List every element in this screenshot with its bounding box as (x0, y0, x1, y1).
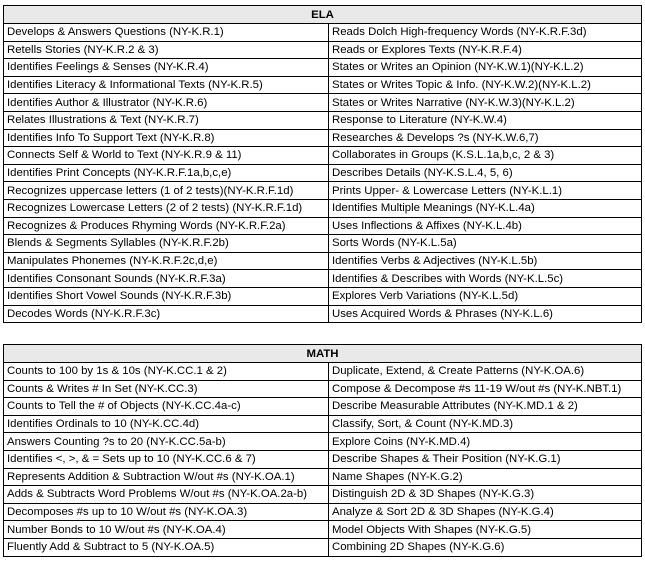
math-cell-left: Decomposes #s up to 10 W/out #s (NY-K.OA.3) (4, 503, 329, 521)
ela-table-row (4, 252, 642, 270)
ela-cell-left: Blends & Segments Syllables (NY-K.R.F.2b) (4, 235, 329, 253)
ela-cell-right: Identifies & Describes with Words (NY-K.L.5c) (329, 270, 642, 288)
ela-table-row (4, 147, 642, 165)
math-table-row (4, 486, 642, 504)
math-cell-right: Distinguish 2D & 3D Shapes (NY-K.G.3) (329, 486, 642, 504)
ela-cell-right: Prints Upper- & Lowercase Letters (NY-K.L.1) (329, 182, 642, 200)
ela-cell-right: Describes Details (NY-K.S.L.4, 5, 6) (329, 164, 642, 182)
math-table-row (4, 380, 642, 398)
ela-cell-right: States or Writes an Opinion (NY-K.W.1)(NY-K.L.2) (329, 59, 642, 77)
ela-cell-left: Recognizes Lowercase Letters (2 of 2 tests) (NY-K.R.F.1d) (4, 199, 329, 217)
math-cell-left: Number Bonds to 10 W/out #s (NY-K.OA.4) (4, 521, 329, 539)
math-cell-left: Counts to 100 by 1s & 10s (NY-K.CC.1 & 2) (4, 363, 329, 381)
ela-table-row (4, 94, 642, 112)
ela-cell-left: Identifies Info To Support Text (NY-K.R.8) (4, 129, 329, 147)
math-cell-right: Explore Coins (NY-K.MD.4) (329, 433, 642, 451)
ela-table-row (4, 76, 642, 94)
ela-table-row (4, 129, 642, 147)
ela-table-row (4, 111, 642, 129)
math-cell-left: Identifies Ordinals to 10 (NY-K.CC.4d) (4, 415, 329, 433)
math-table-row (4, 433, 642, 451)
ela-cell-left: Identifies Feelings & Senses (NY-K.R.4) (4, 59, 329, 77)
math-cell-left: Answers Counting ?s to 20 (NY-K.CC.5a-b) (4, 433, 329, 451)
math-table-row (4, 468, 642, 486)
ela-cell-right: Sorts Words (NY-K.L.5a) (329, 235, 642, 253)
ela-cell-right: States or Writes Topic & Info. (NY-K.W.2)(NY-K.L.2) (329, 76, 642, 94)
ela-cell-left: Recognizes uppercase letters (1 of 2 tests)(NY-K.R.F.1d) (4, 182, 329, 200)
ela-cell-left: Identifies Author & Illustrator (NY-K.R.6) (4, 94, 329, 112)
math-cell-right: Model Objects With Shapes (NY-K.G.5) (329, 521, 642, 539)
ela-cell-left: Manipulates Phonemes (NY-K.R.F.2c,d,e) (4, 252, 329, 270)
ela-table-row (4, 164, 642, 182)
ela-header-row (4, 6, 642, 24)
ela-cell-left: Identifies Consonant Sounds (NY-K.R.F.3a) (4, 270, 329, 288)
ela-table-row (4, 182, 642, 200)
ela-cell-right: Researches & Develops ?s (NY-K.W.6,7) (329, 129, 642, 147)
ela-table-row (4, 305, 642, 323)
math-cell-right: Name Shapes (NY-K.G.2) (329, 468, 642, 486)
math-cell-right: Classify, Sort, & Count (NY-K.MD.3) (329, 415, 642, 433)
ela-cell-left: Identifies Short Vowel Sounds (NY-K.R.F.3b) (4, 287, 329, 305)
math-cell-left: Identifies <, >, & = Sets up to 10 (NY-K.CC.6 & 7) (4, 450, 329, 468)
math-table-row (4, 363, 642, 381)
math-cell-right: Describe Measurable Attributes (NY-K.MD.1 & 2) (329, 398, 642, 416)
math-cell-right: Duplicate, Extend, & Create Patterns (NY-K.OA.6) (329, 363, 642, 381)
math-cell-left: Represents Addition & Subtraction W/out #s (NY-K.OA.1) (4, 468, 329, 486)
ela-table-body (4, 24, 642, 323)
math-cell-right: Compose & Decompose #s 11-19 W/out #s (NY-K.NBT.1) (329, 380, 642, 398)
math-table (3, 344, 642, 557)
math-table-row (4, 538, 642, 556)
ela-cell-right: Explores Verb Variations (NY-K.L.5d) (329, 287, 642, 305)
math-table-container (3, 344, 641, 557)
ela-table-row (4, 41, 642, 59)
ela-table-row (4, 235, 642, 253)
ela-cell-right: Response to Literature (NY-K.W.4) (329, 111, 642, 129)
ela-cell-right: Identifies Verbs & Adjectives (NY-K.L.5b) (329, 252, 642, 270)
math-cell-left: Fluently Add & Subtract to 5 (NY-K.OA.5) (4, 538, 329, 556)
math-title: MATH (4, 345, 642, 363)
ela-cell-left: Develops & Answers Questions (NY-K.R.1) (4, 24, 329, 42)
ela-title: ELA (4, 6, 642, 24)
ela-cell-left: Relates Illustrations & Text (NY-K.R.7) (4, 111, 329, 129)
ela-table-row (4, 199, 642, 217)
ela-table-container (3, 5, 641, 323)
ela-cell-left: Identifies Literacy & Informational Texts (NY-K.R.5) (4, 76, 329, 94)
ela-table-row (4, 217, 642, 235)
math-cell-right: Combining 2D Shapes (NY-K.G.6) (329, 538, 642, 556)
ela-cell-right: Identifies Multiple Meanings (NY-K.L.4a) (329, 199, 642, 217)
math-cell-left: Counts & Writes # In Set (NY-K.CC.3) (4, 380, 329, 398)
ela-cell-left: Connects Self & World to Text (NY-K.R.9 & 11) (4, 147, 329, 165)
ela-table-row (4, 270, 642, 288)
ela-cell-right: Uses Acquired Words & Phrases (NY-K.L.6) (329, 305, 642, 323)
ela-table-row (4, 287, 642, 305)
math-table-row (4, 415, 642, 433)
ela-table-row (4, 59, 642, 77)
math-table-body (4, 363, 642, 557)
math-cell-right: Analyze & Sort 2D & 3D Shapes (NY-K.G.4) (329, 503, 642, 521)
math-cell-right: Describe Shapes & Their Position (NY-K.G.1) (329, 450, 642, 468)
math-cell-left: Adds & Subtracts Word Problems W/out #s (NY-K.OA.2a-b) (4, 486, 329, 504)
ela-cell-right: Uses Inflections & Affixes (NY-K.L.4b) (329, 217, 642, 235)
ela-cell-left: Retells Stories (NY-K.R.2 & 3) (4, 41, 329, 59)
ela-table (3, 5, 642, 323)
ela-cell-right: Reads or Explores Texts (NY-K.R.F.4) (329, 41, 642, 59)
ela-cell-right: Collaborates in Groups (K.S.L.1a,b,c, 2 & 3) (329, 147, 642, 165)
math-table-row (4, 450, 642, 468)
ela-table-row (4, 24, 642, 42)
ela-cell-left: Decodes Words (NY-K.R.F.3c) (4, 305, 329, 323)
math-table-row (4, 398, 642, 416)
ela-cell-right: Reads Dolch High-frequency Words (NY-K.R.F.3d) (329, 24, 642, 42)
ela-cell-left: Recognizes & Produces Rhyming Words (NY-K.R.F.2a) (4, 217, 329, 235)
math-table-row (4, 503, 642, 521)
math-table-row (4, 521, 642, 539)
ela-cell-left: Identifies Print Concepts (NY-K.R.F.1a,b,c,e) (4, 164, 329, 182)
ela-cell-right: States or Writes Narrative (NY-K.W.3)(NY-K.L.2) (329, 94, 642, 112)
math-header-row (4, 345, 642, 363)
math-cell-left: Counts to Tell the # of Objects (NY-K.CC.4a-c) (4, 398, 329, 416)
